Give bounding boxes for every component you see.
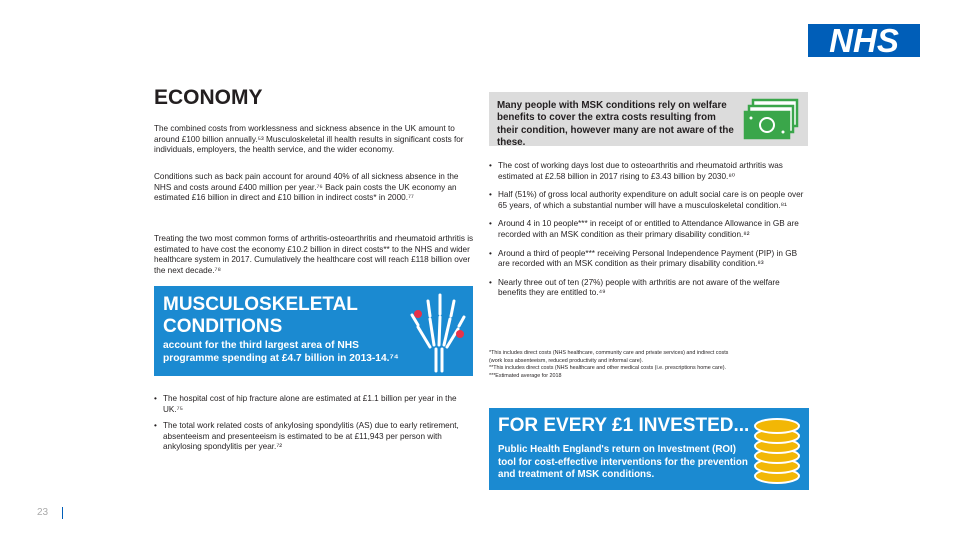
list-item: • The hospital cost of hip fracture alone are estimated at £1.1 billion per year in the UK.⁷⁵ xyxy=(154,394,464,415)
welfare-callout-text: Many people with MSK conditions rely on welfare benefits to cover the extra costs resulting from their condition, however many are not aware of the these. xyxy=(497,100,734,149)
economy-paragraph-1: The combined costs from worklessness and sickness absence in the UK amount to around £100 billion annually.⁵³ Musculoskeletal ill health results in significant costs for individuals, employers, the health service, and the wider economy. xyxy=(154,124,464,155)
joint-marker xyxy=(456,330,464,338)
economy-paragraph-3: Treating the two most common forms of arthritis-osteoarthritis and rheumatoid arthritis is estimated to have cost the economy £10.2 billion in direct costs** to the NHS and wider healthcare system in 2017. Cumulatively the healthcare cost will reach £118 billion over the next decade.⁷⁸ xyxy=(154,234,474,275)
msk-callout-heading: MUSCULOSKELETAL CONDITIONS xyxy=(163,294,358,337)
banknotes-icon xyxy=(743,96,803,142)
nhs-logo: NHS xyxy=(808,24,920,57)
list-item: • Around 4 in 10 people*** in receipt of or entitled to Attendance Allowance in GB are recorded with an MSK condition as their primary disability condition.⁸² xyxy=(489,219,807,240)
right-bullet-list xyxy=(489,161,807,307)
investment-callout-subtext: Public Health England's return on Investment (ROI) tool for cost-effective interventions for the prevention and treatment of MSK conditions. xyxy=(498,444,748,480)
msk-callout-box xyxy=(154,286,473,376)
list-item: • The total work related costs of ankylosing spondylitis (AS) due to early retirement, absenteeism and presenteeism is estimated to be at £11,943 per person with ankylosing spondylitis per year.⁷² xyxy=(154,421,464,453)
page-title: ECONOMY xyxy=(154,86,263,109)
msk-callout-subtext: account for the third largest area of NHS programme spending at £4.7 billion in 2013-14.⁷⁴ xyxy=(163,340,399,364)
economy-paragraph-2: Conditions such as back pain account for around 40% of all sickness absence in the NHS and costs around £400 million per year.⁷⁶ Back pain costs the UK economy an estimated £16 billion in direct and £10 billion in indirect costs* in 2000.⁷⁷ xyxy=(154,172,459,203)
joint-marker xyxy=(414,310,422,318)
page-number: 23 xyxy=(37,507,49,518)
skeletal-hand-icon xyxy=(406,289,468,373)
list-item: • The cost of working days lost due to osteoarthritis and rheumatoid arthritis was estimated at £2.58 billion in 2017 rising to £3.43 billion by 2030.⁸⁰ xyxy=(489,161,807,182)
footnote: (work loss absenteeism, reduced productivity and informal care). xyxy=(489,357,643,364)
welfare-callout-box xyxy=(489,92,808,149)
investment-callout-box xyxy=(489,408,809,490)
footnote: **This includes direct costs (NHS healthcare and other medical costs (i.e. prescriptions home care). xyxy=(489,365,726,372)
coin-stack-icon xyxy=(751,414,803,486)
footnote: *This includes direct costs (NHS healthcare, community care and private services) and indirect costs xyxy=(489,350,729,356)
footnotes xyxy=(489,350,789,380)
footnote: ***Estimated average for 2018 xyxy=(489,372,562,379)
list-item: • Around a third of people*** receiving Personal Independence Payment (PIP) in GB are recorded with an MSK condition as their primary disability condition.⁸³ xyxy=(489,249,807,270)
list-item: • Half (51%) of gross local authority expenditure on adult social care is on people over 65 years, of which a substantial number will have a musculoskeletal condition.⁸¹ xyxy=(489,190,807,211)
left-bullet-list xyxy=(154,394,464,459)
page-number-divider xyxy=(62,507,63,519)
investment-callout-heading: FOR EVERY £1 INVESTED... xyxy=(498,415,750,436)
list-item: • Nearly three out of ten (27%) people with arthritis are not aware of the welfare benefits they are entitled to.⁴⁹ xyxy=(489,278,807,299)
